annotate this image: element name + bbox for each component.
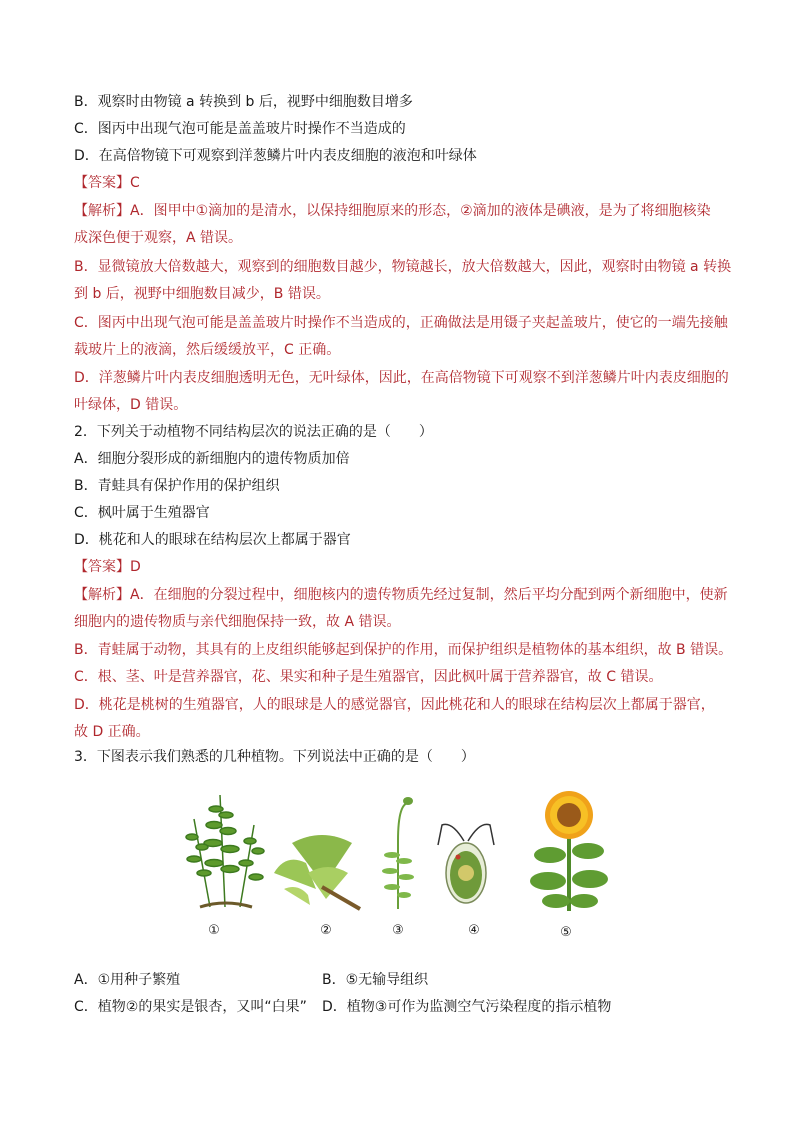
q2-option-a: A．细胞分裂形成的新细胞内的遗传物质加倍 — [74, 451, 350, 467]
q3-option-c: C．植物②的果实是银杏，又叫“白果” — [74, 999, 307, 1015]
figure-caption-4: ④ — [468, 923, 480, 938]
figure-caption-1: ① — [208, 923, 220, 938]
figure-caption-5: ⑤ — [560, 925, 572, 940]
figure-caption-3: ③ — [392, 923, 404, 938]
q2-analysis-line: 【解析】A．在细胞的分裂过程中，细胞核内的遗传物质先经过复制，然后平均分配到两个新细胞中，使新 — [74, 587, 728, 603]
q1-analysis-line: 到 b 后，视野中细胞数目减少，B 错误。 — [74, 286, 330, 302]
plants-figure — [170, 785, 630, 945]
q1-analysis-line: B．显微镜放大倍数越大，观察到的细胞数目越少，物镜越长，放大倍数越大，因此，观察时由物镜 a 转换 — [74, 259, 732, 275]
sunflower-plant-image — [528, 789, 610, 913]
chlamydomonas-cell-image — [434, 811, 498, 911]
q3-stem: 3．下图表示我们熟悉的几种植物。下列说法中正确的是（ ） — [74, 749, 475, 765]
q3-option-b: B．⑤无输导组织 — [322, 972, 429, 988]
q1-option-d: D．在高倍物镜下可观察到洋葱鳞片叶内表皮细胞的液泡和叶绿体 — [74, 148, 477, 164]
q2-option-b: B．青蛙具有保护作用的保护组织 — [74, 478, 280, 494]
q2-analysis-line: C．根、茎、叶是营养器官，花、果实和种子是生殖器官，因此枫叶属于营养器官，故 C 错误。 — [74, 669, 663, 685]
moss-plant-image — [378, 791, 418, 913]
q2-option-c: C．枫叶属于生殖器官 — [74, 505, 210, 521]
figure-caption-2: ② — [320, 923, 332, 938]
q3-option-d: D．植物③可作为监测空气污染程度的指示植物 — [322, 999, 612, 1015]
q2-analysis-line: B．青蛙属于动物，其具有的上皮组织能够起到保护的作用，而保护组织是植物体的基本组织，故 B 错误。 — [74, 642, 733, 658]
q2-stem: 2．下列关于动植物不同结构层次的说法正确的是（ ） — [74, 424, 433, 440]
q1-analysis-line: 叶绿体，D 错误。 — [74, 397, 188, 413]
q1-analysis-line: D．洋葱鳞片叶内表皮细胞透明无色，无叶绿体，因此，在高倍物镜下可观察不到洋葱鳞片叶内表皮细胞的 — [74, 370, 729, 386]
q2-analysis-line: 故 D 正确。 — [74, 724, 150, 740]
ginkgo-leaves-image — [272, 833, 370, 913]
q1-analysis-line: C．图丙中出现气泡可能是盖盖玻片时操作不当造成的，正确做法是用镊子夹起盖玻片，使它的一端先接触 — [74, 315, 728, 331]
q1-answer: 【答案】C — [74, 175, 140, 191]
fern-plant-image — [180, 789, 270, 911]
q2-option-d: D．桃花和人的眼球在结构层次上都属于器官 — [74, 532, 351, 548]
q1-analysis-line: 成深色便于观察，A 错误。 — [74, 230, 243, 246]
q2-analysis-line: D．桃花是桃树的生殖器官，人的眼球是人的感觉器官，因此桃花和人的眼球在结构层次上都属于器官， — [74, 697, 715, 713]
q1-option-b: B．观察时由物镜 a 转换到 b 后，视野中细胞数目增多 — [74, 94, 413, 110]
q2-analysis-line: 细胞内的遗传物质与亲代细胞保持一致，故 A 错误。 — [74, 614, 401, 630]
q2-answer: 【答案】D — [74, 559, 141, 575]
q1-analysis-line: 载玻片上的液滴，然后缓缓放平，C 正确。 — [74, 342, 341, 358]
q1-option-c: C．图丙中出现气泡可能是盖盖玻片时操作不当造成的 — [74, 121, 406, 137]
q3-option-a: A．①用种子繁殖 — [74, 972, 181, 988]
q1-analysis-line: 【解析】A．图甲中①滴加的是清水，以保持细胞原来的形态，②滴加的液体是碘液，是为了将细胞核染 — [74, 203, 711, 219]
